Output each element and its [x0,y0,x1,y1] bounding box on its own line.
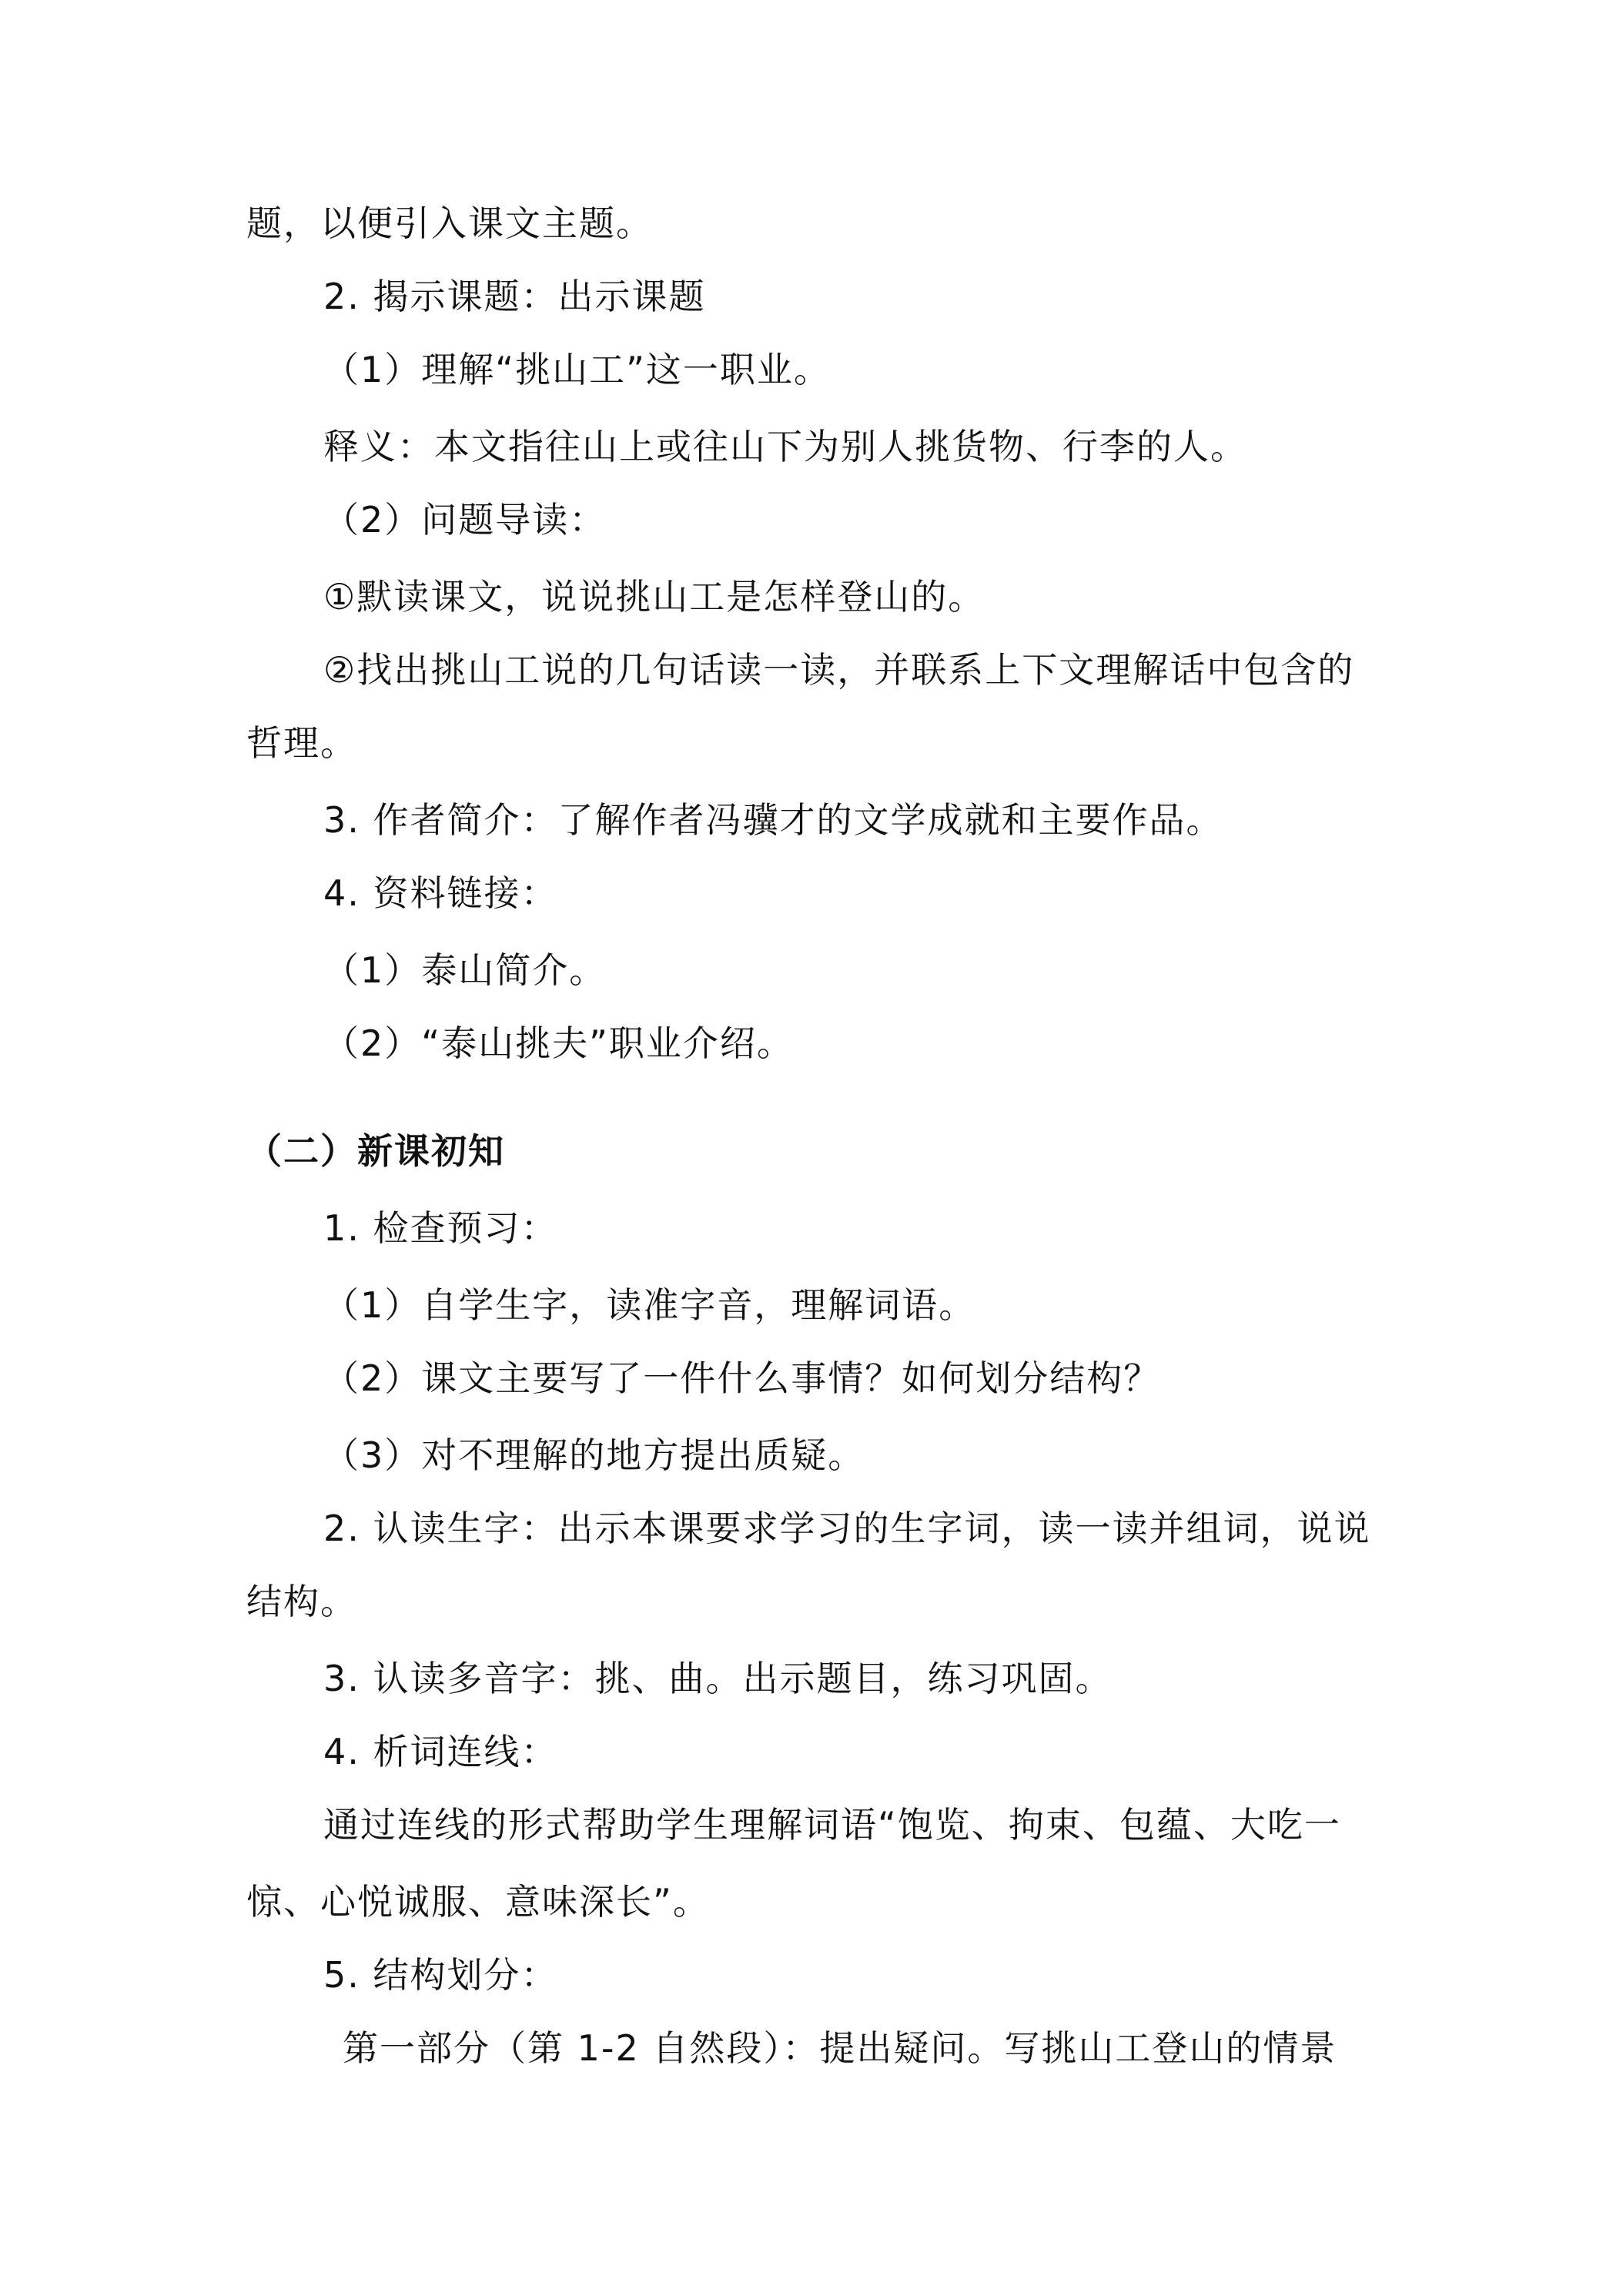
paragraph-line: 结构。 [246,1581,357,1622]
paragraph-line: 2. 揭示课题：出示课题 [323,276,706,317]
paragraph-line: 释义：本文指往山上或往山下为别人挑货物、行李的人。 [323,426,1247,467]
paragraph-line: 惊、心悦诚服、意味深长”。 [246,1881,710,1923]
paragraph-line: （1）泰山简介。 [323,949,607,991]
paragraph-line: （3）对不理解的地方提出质疑。 [323,1434,865,1476]
paragraph-line: 第一部分（第 1-2 自然段）：提出疑问。写挑山工登山的情景 [343,2027,1337,2069]
paragraph-line: 通过连线的形式帮助学生理解词语“饱览、拘束、包蕴、大吃一 [323,1804,1341,1846]
paragraph-line: 2. 认读生字：出示本课要求学习的生字词，读一读并组词，说说 [323,1508,1371,1549]
paragraph-line: 5. 结构划分： [323,1954,558,1996]
paragraph-line: （1）自学生字，读准字音，理解词语。 [323,1284,976,1326]
paragraph-line: 哲理。 [246,722,357,764]
paragraph-line: 题，以便引入课文主题。 [246,202,653,244]
paragraph-line: ②找出挑山工说的几句话读一读，并联系上下文理解话中包含的 [323,649,1355,691]
paragraph-line: 4. 析词连线： [323,1731,558,1772]
paragraph-line: （2）“泰山挑夫”职业介绍。 [323,1022,794,1064]
paragraph-line: 3. 作者简介：了解作者冯骥才的文学成就和主要作品。 [323,799,1223,841]
paragraph-line: 4. 资料链接： [323,872,558,914]
paragraph-line: （1）理解“挑山工”这一职业。 [323,349,831,390]
paragraph-line: 1. 检查预习： [323,1207,558,1249]
paragraph-line: （2）课文主要写了一件什么事情？如何划分结构？ [323,1357,1161,1399]
section-heading: （二）新课初知 [246,1130,505,1172]
paragraph-line: ①默读课文，说说挑山工是怎样登山的。 [323,576,986,618]
paragraph-line: 3. 认读多音字：挑、曲。出示题目，练习巩固。 [323,1658,1113,1699]
paragraph-line: （2）问题导读： [323,499,607,541]
